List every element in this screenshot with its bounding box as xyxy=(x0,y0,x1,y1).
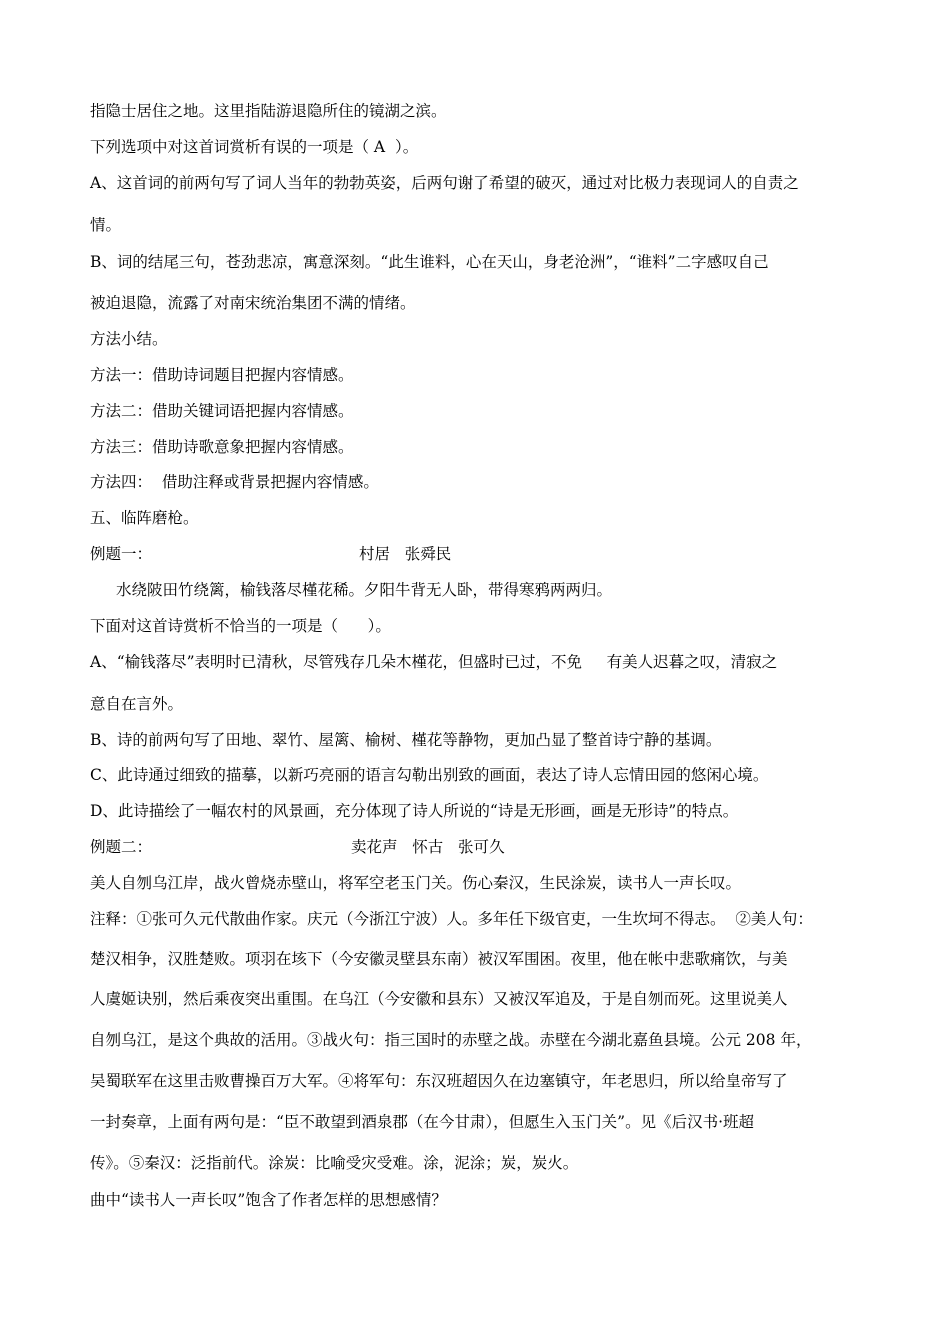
option-a-continued: 意自在言外。 xyxy=(90,695,184,713)
annotation-line: 楚汉相争，汉胜楚败。项羽在垓下（今安徽灵壁县东南）被汉军围困。夜里，他在帐中悲歌痛饮，与美 xyxy=(90,950,788,968)
example-one-label: 例题一： xyxy=(90,545,153,563)
option-b: B、词的结尾三句，苍劲悲凉，寓意深刻。“此生谁料，心在天山，身老沧洲”，“谁料”二字感叹自己 xyxy=(90,253,769,271)
question-line: 曲中“读书人一声长叹”饱含了作者怎样的思想感情？ xyxy=(90,1191,447,1209)
section-heading: 方法小结。 xyxy=(90,330,168,348)
option-d: D、此诗描绘了一幅农村的风景画，充分体现了诗人所说的“诗是无形画，画是无形诗”的特点。 xyxy=(90,802,739,820)
option-a: A、“榆钱落尽”表明时已清秋，尽管残存几朵木槿花，但盛时已过，不免 有美人迟暮之叹，清寂之 xyxy=(90,653,778,671)
poem-text: 水绕陂田竹绕篱，榆钱落尽槿花稀。夕阳牛背无人卧，带得寒鸦两两归。 xyxy=(116,581,613,599)
method-one: 方法一：借助诗词题目把握内容情感。 xyxy=(90,366,354,384)
annotation-line: 传》。⑤秦汉：泛指前代。涂炭：比喻受灾受难。涂，泥涂；炭，炭火。 xyxy=(90,1154,579,1172)
question-line: 下面对这首诗赏析不恰当的一项是（ ）。 xyxy=(90,617,391,635)
poem-title: 村居 张舜民 xyxy=(359,545,452,563)
annotation-line: 人虞姬诀别，然后乘夜突出重围。在乌江（今安徽和县东）又被汉军追及，于是自刎而死。这里说美人 xyxy=(90,990,788,1008)
option-c: C、此诗通过细致的描摹，以新巧亮丽的语言勾勒出别致的画面，表达了诗人忘情田园的悠闲心境。 xyxy=(90,766,769,784)
annotation-line: 吴蜀联军在这里击败曹操百万大军。④将军句：东汉班超因久在边塞镇守，年老思归，所以给皇帝写了 xyxy=(90,1072,788,1090)
method-four: 方法四： 借助注释或背景把握内容情感。 xyxy=(90,473,379,491)
annotation-line: 注释：①张可久元代散曲作家。庆元（今浙江宁波）人。多年任下级官吏，一生坎坷不得志。 ②美人句： xyxy=(90,910,813,928)
option-a: A、这首词的前两句写了词人当年的勃勃英姿，后两句谢了希望的破灭，通过对比极力表现词人的自责之 xyxy=(90,174,799,192)
option-b-continued: 被迫退隐，流露了对南宋统治集团不满的情绪。 xyxy=(90,294,416,312)
annotation-line: 自刎乌江，是这个典故的活用。③战火句：指三国时的赤壁之战。赤壁在今湖北嘉鱼县境。公元 208 年， xyxy=(90,1031,812,1049)
option-b: B、诗的前两句写了田地、翠竹、屋篱、榆树、槿花等静物，更加凸显了整首诗宁静的基调。 xyxy=(90,731,722,749)
poem-title: 卖花声 怀古 张可久 xyxy=(351,838,505,856)
annotation-line: 一封奏章，上面有两句是：“臣不敢望到酒泉郡（在今甘肃），但愿生入玉门关”。见《后汉书·班超 xyxy=(90,1113,755,1131)
question-line: 下列选项中对这首词赏析有误的一项是（ A ）。 xyxy=(90,138,419,156)
method-three: 方法三：借助诗歌意象把握内容情感。 xyxy=(90,438,354,456)
method-two: 方法二：借助关键词语把握内容情感。 xyxy=(90,402,354,420)
text-line: 指隐士居住之地。这里指陆游退隐所住的镜湖之滨。 xyxy=(90,102,447,120)
poem-text: 美人自刎乌江岸，战火曾烧赤壁山，将军空老玉门关。伤心秦汉，生民涂炭，读书人一声长叹。 xyxy=(90,874,742,892)
section-heading: 五、临阵磨枪。 xyxy=(90,509,199,527)
example-two-label: 例题二： xyxy=(90,838,153,856)
option-a-continued: 情。 xyxy=(90,216,122,234)
